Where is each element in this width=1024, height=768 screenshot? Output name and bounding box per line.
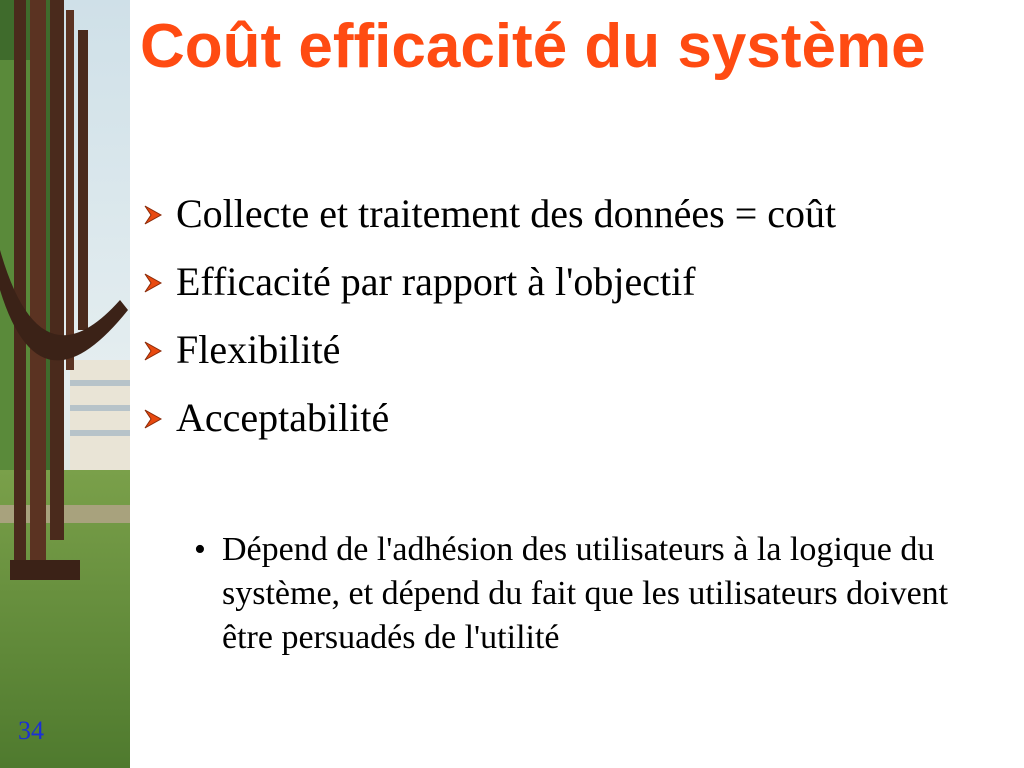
bullet-text: Flexibilité bbox=[176, 327, 341, 372]
arrow-bullet-icon bbox=[142, 272, 164, 294]
bullet-text: Efficacité par rapport à l'objectif bbox=[176, 259, 696, 304]
bullet-item bbox=[140, 258, 1000, 306]
slide-number: 34 bbox=[18, 716, 44, 745]
sculpture-photo bbox=[0, 0, 130, 768]
bullet-list bbox=[140, 190, 1000, 462]
bullet-item bbox=[140, 190, 1000, 238]
bullet-item bbox=[140, 326, 1000, 374]
sub-bullet-list bbox=[188, 528, 988, 660]
sub-bullet-item bbox=[188, 528, 988, 660]
dot-bullet-icon: • bbox=[194, 531, 206, 568]
bullet-text: Acceptabilité bbox=[176, 395, 390, 440]
sculpture-photo-image bbox=[0, 0, 130, 768]
arrow-bullet-icon bbox=[142, 340, 164, 362]
sub-bullet-text: Dépend de l'adhésion des utilisateurs à la logique du système, et dépend du fait que les utilisateurs doivent être persuadés de l'utilité bbox=[222, 531, 949, 656]
bullet-text: Collecte et traitement des données = coût bbox=[176, 191, 837, 236]
arrow-bullet-icon bbox=[142, 204, 164, 226]
slide-title: Coût efficacité du système bbox=[140, 12, 926, 81]
bullet-item bbox=[140, 394, 1000, 442]
arrow-bullet-icon bbox=[142, 408, 164, 430]
